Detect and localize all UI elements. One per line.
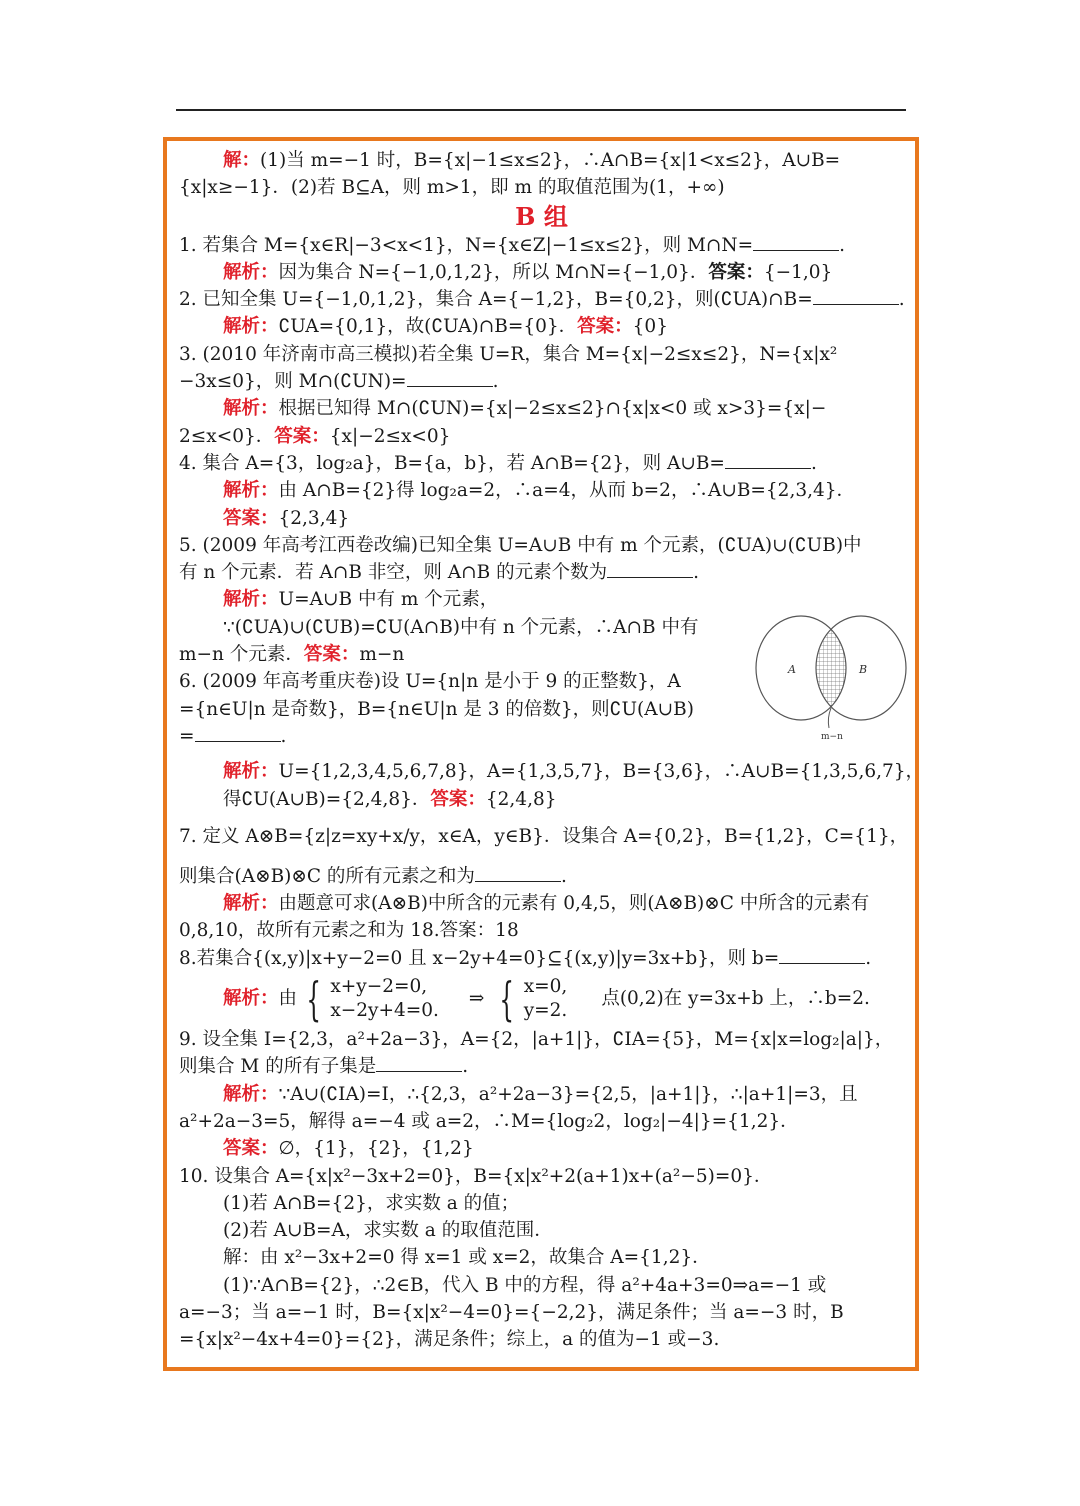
question-text: 则集合 M 的所有子集是 [179,1056,377,1078]
intro-solution-line1 [179,147,904,174]
question-text: 则集合(A⊗B)⊗C 的所有元素之和为 [179,865,475,887]
equation-system-2 [524,975,568,1023]
question-text: 设集合 A={x|x²−3x+2=0}，B={x|x²+2(a+1)x+(a²−5)=0}． [214,1165,773,1187]
analysis-label: 解析： [223,261,279,283]
problem-number: 1. [179,234,197,256]
answer-text: m−n [359,644,405,666]
answer-text: ∅，{1}，{2}，{1,2} [278,1138,474,1160]
answer-blank [725,450,811,469]
problem-2-analysis [179,313,904,340]
question-text: 若集合 M={x∈R|−3<x<1}，N={x∈Z|−1≤x≤2}，则 M∩N= [202,234,754,256]
analysis-label: 解析： [223,1083,279,1105]
top-rule [176,109,906,111]
answer-label: 答案： [439,920,496,942]
venn-label-b: B [859,663,868,676]
problem-3-question-line1 [179,341,904,368]
problem-7-question-line1 [179,823,909,863]
question-text: (2010 年济南市高三模拟)若全集 U=R，集合 M={x|−2≤x≤2}，N={x|x² [202,343,838,365]
answer-label: 答案： [430,788,486,810]
problem-5-question-line2: 有 n 个元素．若 A∩B 非空，则 A∩B 的元素个数为 . [179,559,904,586]
text: (1)当 m=−1 时，B={x|−1≤x≤2}，∴A∩B={x|1<x≤2}，A∪B= [260,150,841,171]
problem-3-analysis-line2 [179,423,904,450]
answer-blank [753,232,839,251]
equation: y=2. [523,1000,568,1022]
analysis-label: 解析： [223,589,279,611]
problem-3-analysis-line1 [179,395,904,422]
analysis-text: 0,8,10，故所有元素之和为 18. [179,920,440,942]
analysis-text: 因为集合 N={−1,0,1,2}，所以 M∩N={−1,0}． [278,261,709,283]
problem-number: 5. [179,534,197,556]
analysis-text: ∁UA={0,1}，故(∁UA)∩B={0}． [278,316,578,338]
venn-label-intersection: m−n [821,732,843,742]
implies-arrow-icon: ⇒ [468,988,485,1010]
problem-1-analysis [179,259,904,286]
problem-1-question: 1. 若集合 M={x∈R|−3<x<1}，N={x∈Z|−1≤x≤2}，则 M∩N= . [179,232,904,259]
problem-9-question-line2: 则集合 M 的所有子集是 . [179,1053,904,1080]
question-text: ={n∈U|n 是奇数}，B={n∈U|n 是 3 的倍数}，则∁U(A∪B) [179,698,694,720]
problem-10-solution-line3: a=−3；当 a=−1 时，B={x|x²−4=0}={−2,2}，满足条件；当 a=−3 时，B [179,1301,844,1323]
problem-10-solution-line1: 解：由 x²−3x+2=0 得 x=1 或 x=2，故集合 A={1,2}． [223,1247,711,1269]
problem-number: 10. [179,1165,209,1187]
answer-text: {x|−2≤x<0} [329,425,451,447]
answer-text: {−1,0} [763,261,833,283]
answer-blank [607,559,693,578]
analysis-text: m−n 个元素． [179,644,304,666]
problem-7-analysis-line1 [179,890,904,917]
question-text: = [179,725,195,747]
problem-number: 3. [179,343,197,365]
problem-6-analysis-line1 [179,758,925,785]
analysis-text: ∵A∪(∁IA)=I，∴{2,3，a²+2a−3}={2,5，|a+1|}，∴|a+1|=3，且 [278,1083,858,1105]
answer-label: 答案： [708,261,764,283]
question-text: 设全集 I={2,3，a²+2a−3}，A={2，|a+1|}，∁IA={5}，M={x|x=log₂|a|}， [202,1029,894,1051]
answer-text: {2,3,4} [278,507,350,529]
analysis-text: 由 A∩B={2}得 log₂a=2，∴a=4，从而 b=2，∴A∪B={2,3,4}． [278,480,856,502]
equation: x−2y+4=0. [330,1000,439,1022]
problem-number: 4. [179,452,197,474]
document-body [179,147,925,1354]
equation: x+y−2=0, [330,976,428,998]
problem-10-question [179,1163,904,1190]
problem-number: 8. [179,947,197,969]
question-text: (2009 年高考重庆卷)设 U={n|n 是小于 9 的正整数}，A [202,671,681,693]
problem-4-answer [179,505,904,532]
question-text: 定义 A⊗B={z|z=xy+x/y，x∈A，y∈B}．设集合 A={0,2}，B={1,2}，C={1}， [202,825,909,847]
problem-5-analysis-line1 [179,586,904,613]
equation-system-1 [330,975,439,1023]
problem-4-analysis [179,477,904,504]
problem-5-question-line1 [179,532,904,559]
solution-frame [163,137,925,1371]
answer-blank [376,1053,462,1072]
problem-9-analysis-line2 [179,1108,904,1135]
question-text: −3x≤0}，则 M∩(∁UN)= [179,371,407,393]
problem-7-analysis-line2 [179,917,904,944]
problem-10-solution-line4: ={x|x²−4x+4=0}={2}，满足条件；综上，a 的值为−1 或−3. [179,1329,720,1351]
problem-number: 6. [179,671,197,693]
problem-8-analysis [179,972,904,1026]
analysis-text: 点(0,2)在 y=3x+b 上，∴b=2. [601,988,870,1010]
problem-9-analysis-line1 [179,1081,904,1108]
answer-blank [407,368,493,387]
analysis-label: 解析： [223,988,279,1010]
analysis-label: 解析： [223,480,279,502]
venn-label-a: A [788,663,796,676]
intro-solution-line2: {x|x≥−1}．(2)若 B⊆A，则 m>1，即 m 的取值范围为(1，+∞) [179,177,725,199]
analysis-text: 2≤x<0}． [179,425,275,447]
analysis-text: 由题意可求(A⊗B)中所含的元素有 0,4,5，则(A⊗B)⊗C 中所含的元素有 [278,893,870,915]
answer-text: 18 [495,920,519,942]
question-text: 集合 A={3，log₂a}，B={a，b}，若 A∩B={2}，则 A∪B= [202,452,725,474]
left-brace-icon: { [306,972,321,1027]
analysis-text: 由 [278,988,298,1010]
answer-label: 答案： [223,1138,279,1160]
answer-blank [195,723,281,742]
analysis-label: 解析： [223,893,279,915]
problem-4-question: 4. 集合 A={3，log₂a}，B={a，b}，若 A∩B={2}，则 A∪B= . [179,450,904,477]
answer-text: {2,4,8} [485,788,557,810]
answer-text: {0} [632,316,668,338]
problem-10-sub1: (1)若 A∩B={2}，求实数 a 的值； [223,1192,520,1214]
answer-blank [779,945,865,964]
problem-9-question-line1 [179,1026,904,1053]
question-text: 若集合{(x,y)|x+y−2=0 且 x−2y+4=0}⊆{(x,y)|y=3x+b}，则 b= [196,947,780,969]
problem-7-question-line2: 则集合(A⊗B)⊗C 的所有元素之和为 . [179,863,904,890]
problem-6-question-line3: = . [179,723,904,750]
problem-8-question: 8.若集合{(x,y)|x+y−2=0 且 x−2y+4=0}⊆{(x,y)|y=3x+b}，则 b= . [179,945,904,972]
analysis-text: 得∁U(A∪B)={2,4,8}． [223,788,431,810]
problem-10-solution-line2: (1)∵A∩B={2}，∴2∈B，代入 B 中的方程，得 a²+4a+3=0⇒a=−1 或 [223,1274,827,1296]
problem-number: 9. [179,1029,197,1051]
equation: x=0, [523,976,568,998]
answer-blank [813,286,899,305]
problem-number: 7. [179,825,197,847]
analysis-text: U=A∪B 中有 m 个元素， [278,589,499,611]
answer-label: 答案： [223,507,279,529]
question-text: 有 n 个元素．若 A∩B 非空，则 A∩B 的元素个数为 [179,562,608,584]
group-title: B 组 [515,201,568,231]
problem-10-sub2: (2)若 A∪B=A，求实数 a 的取值范围． [223,1220,553,1242]
analysis-label: 解析： [223,316,279,338]
problem-6-analysis-line2 [179,786,904,813]
problem-3-question-line2: −3x≤0}，则 M∩(∁UN)= . [179,368,904,395]
answer-label: 答案： [274,425,330,447]
analysis-text: U={1,2,3,4,5,6,7,8}，A={1,3,5,7}，B={3,6}，∴A∪B={1,3,5,6,7}， [278,761,925,783]
analysis-text: ∵(∁UA)∪(∁UB)=∁U(A∩B)中有 n 个元素，∴A∩B 中有 [223,616,699,638]
left-brace-icon: { [499,972,515,1027]
venn-diagram [751,613,911,743]
answer-label: 答案： [577,316,633,338]
analysis-text: a²+2a−3=5，解得 a=−4 或 a=2，∴M={log₂2，log₂|−4|}={1,2}． [179,1110,799,1132]
problem-2-question: 2. 已知全集 U={−1,0,1,2}，集合 A={−1,2}，B={0,2}，则(∁UA)∩B= . [179,286,904,313]
solution-label: 解： [223,150,261,171]
analysis-label: 解析： [223,761,279,783]
answer-blank [475,863,561,882]
analysis-text: 根据已知得 M∩(∁UN)={x|−2≤x≤2}∩{x|x<0 或 x>3}={x|− [278,398,827,420]
question-text: (2009 年高考江西卷改编)已知全集 U=A∪B 中有 m 个元素，(∁UA)∪(∁UB)中 [202,534,862,556]
problem-9-answer [179,1135,904,1162]
answer-label: 答案： [303,644,360,666]
analysis-label: 解析： [223,398,279,420]
question-text: 已知全集 U={−1,0,1,2}，集合 A={−1,2}，B={0,2}，则(∁UA)∩B= [202,289,813,311]
problem-number: 2. [179,289,197,311]
